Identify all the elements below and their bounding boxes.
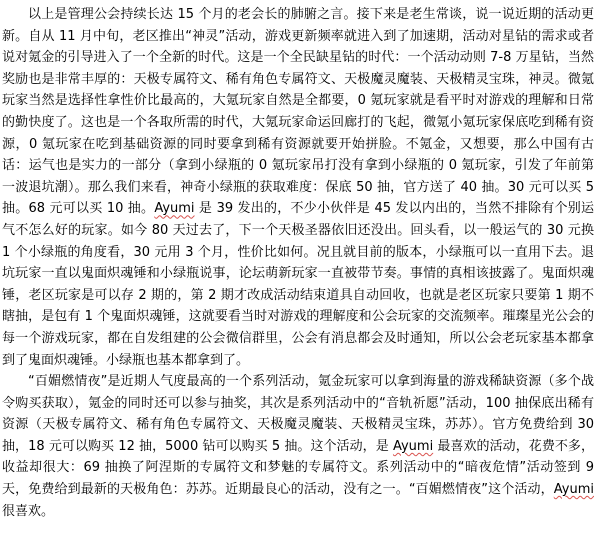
document-body [2, 4, 594, 522]
text-run: 以上是管理公会持续长达 15 个月的老会长的肺腑之言。接下来是老生常谈，说一说近期的活动更新。自从 11 月中旬，老区推出“神灵”活动，游戏更新频率就进入到了加速期，活动对星钻的需求或者说对氪金的引导进入了一个全新的时代。这是一个全民缺星钻的时代：一个活动动则 7-8 万星钻，当然奖励也是非常丰厚的：天极专属符文、稀有角色专属符文、天极魔灵魔装、天极精灵宝珠，神灵。微氪玩家当然是选择性拿性价比最高的，大氪玩家自然是全都要，0 氪玩家就是看平时对游戏的理解和日常的勤快度了。这也是一个各取所需的时代，大氪玩家命运回廊打的飞起，微氪小氪玩家保底吃到稀有资源，0 氪玩家在吃到基础资源的同时要拿到稀有资源就要开始拼脸。不氪金，又想要，那么中国有古话：运气也是实力的一部分（拿到小绿瓶的 0 氪玩家吊打没有拿到小绿瓶的 0 氪玩家，引发了年前第一波退坑潮）。那么我们来看，神奇小绿瓶的获取难度：保底 50 抽，官方送了 40 抽。30 元可以买 5 抽。68 元可以买 10 抽。 [2, 7, 594, 217]
text-run: 最喜欢的活动，花费不多，收益却很大：69 抽换了阿涅斯的专属符文和梦魅的专属符文。系列活动中的“暗夜危情”活动签到 9 天，免费给到最新的天极角色：苏苏。近期最良心的活动，没有之一。“百媚燃情夜”这个活动， [2, 438, 594, 498]
text-run: 是 39 发出的，不少小伙伴是 45 发以内出的，当然不排除有个别运气不怎么好的玩家。如今 80 天过去了，下一个天极圣器依旧还没出。回头看，以一般运气的 30 元换 1 个小绿瓶的角度看，30 元用 3 个月，性价比如何。况且就目前的版本，小绿瓶可以一直用下去。退坑玩家一直以鬼面炽魂锤和小绿瓶说事，论坛萌新玩家一直被带节奏。事情的真相该披露了。鬼面炽魂锤，老区玩家是可以存 2 期的，第 2 期才改成活动结束道具自动回收，也就是老区玩家只要第 1 期不瞎抽，是包有 1 个鬼面炽魂锤，这就要看当时对游戏的理解度和公会玩家的交流频率。璀璨星光公会的每一个游戏玩家，都在自发组建的公会微信群里，公会有消息都会及时通知，所以公会老玩家基本都拿到了鬼面炽魂锤。小绿瓶也基本都拿到了。 [2, 201, 594, 368]
text-run: “百媚燃情夜”是近期人气度最高的一个系列活动，氪金玩家可以拿到海量的游戏稀缺资源（多个战令购买获取），氪金的同时还可以参与抽奖，其次是系列活动中的“音轨祈愿”活动，100 抽保底出稀有资源（天极专属符文、稀有角色专属符文、天极魔灵魔装、天极精灵宝珠，苏苏）。官方免费给到 30 抽，18 元可以购买 12 抽，5000 钻可以购买 5 抽。这个活动，是 [2, 374, 594, 454]
misspelled-word[interactable]: Ayumi [154, 201, 195, 217]
paragraph-2 [2, 371, 594, 522]
text-run: 很喜欢。 [2, 503, 55, 519]
paragraph-1 [2, 4, 594, 371]
misspelled-word[interactable]: Ayumi [553, 482, 594, 498]
misspelled-word[interactable]: Ayumi [392, 438, 434, 454]
